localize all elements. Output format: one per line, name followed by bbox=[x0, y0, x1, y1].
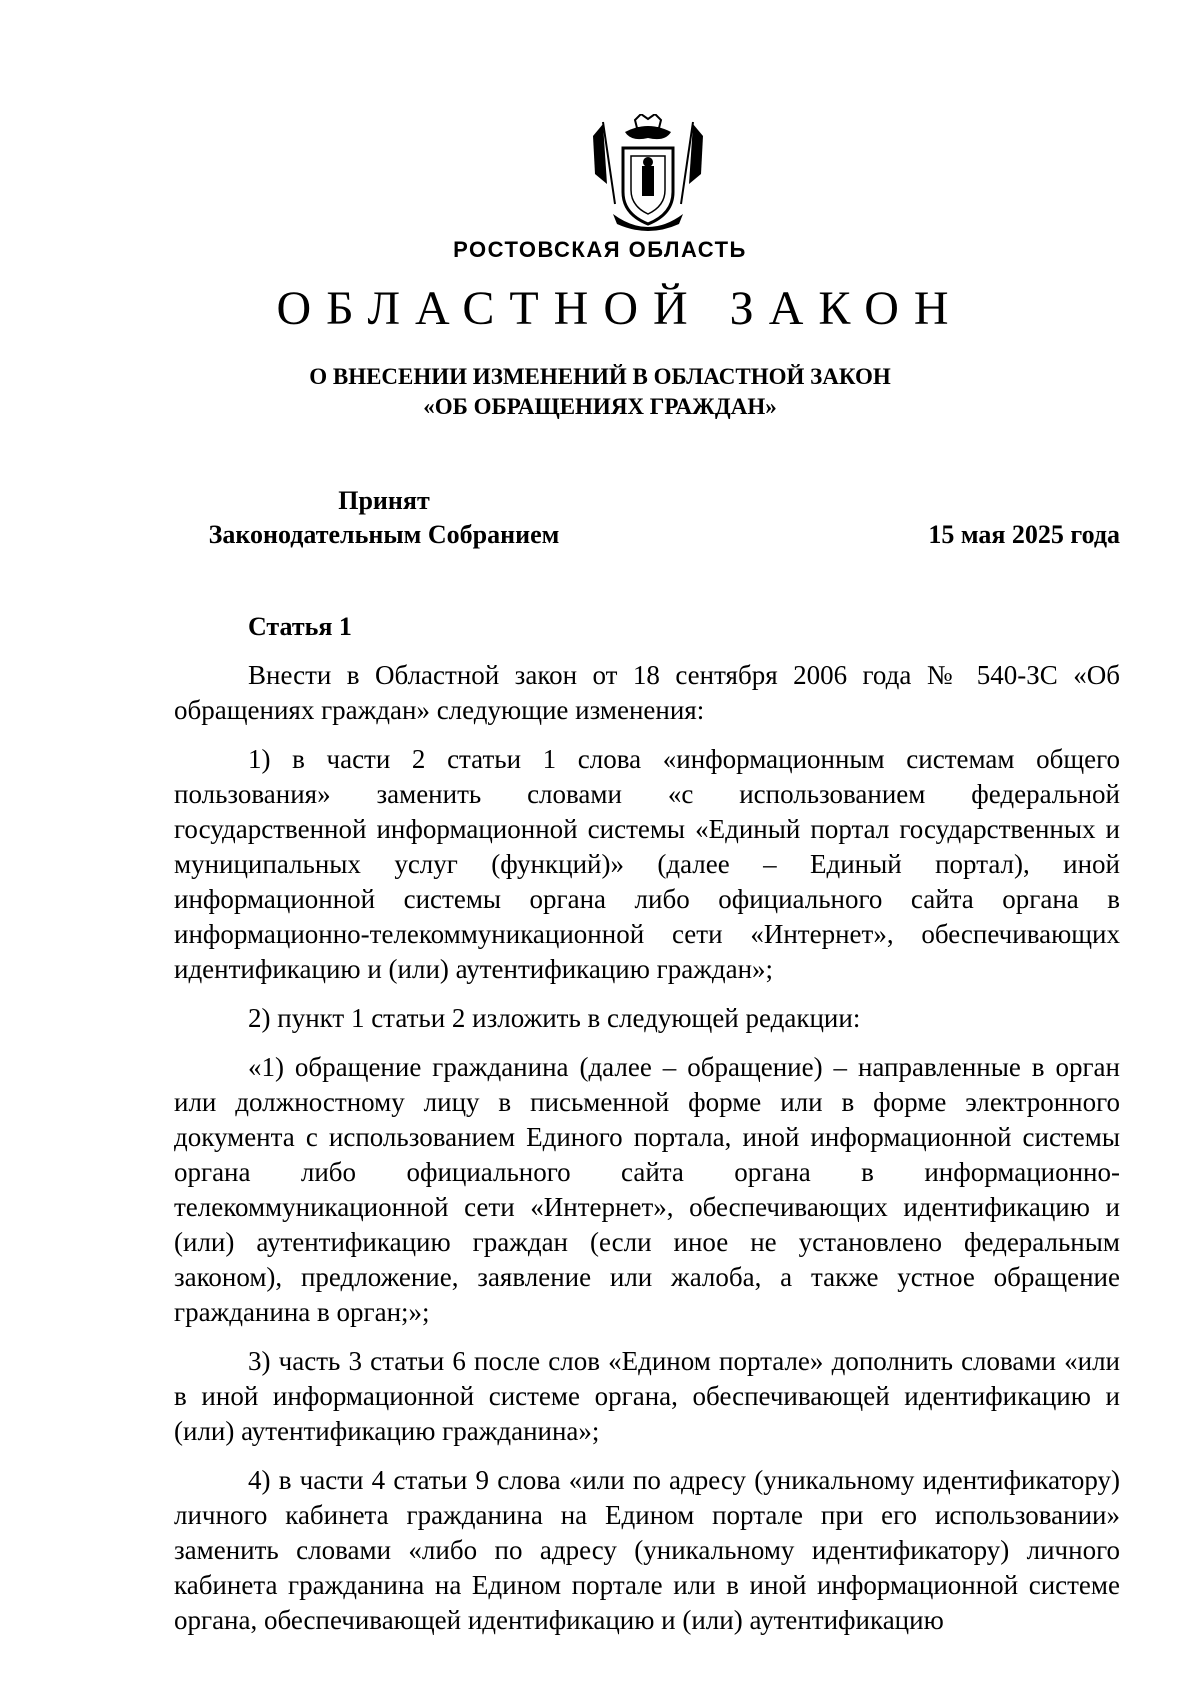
adoption-block bbox=[174, 484, 594, 552]
law-title-line-2: «ОБ ОБРАЩЕНИЯХ ГРАЖДАН» bbox=[423, 394, 777, 419]
article-paragraph: «1) обращение гражданина (далее – обращение) – направленные в орган или должностному лицу в письменной форме или в форме электронного документа с использованием Единого портала, иной информационной системы органа либо официального сайта органа в информационно-телекоммуникационной сети «Интернет», обеспечивающих идентификацию и (или) аутентификацию граждан (если иное не установлено федеральным законом), предложение, заявление или жалоба, а также устное обращение гражданина в орган;»; bbox=[174, 1052, 1120, 1327]
article-body bbox=[174, 658, 1120, 1652]
region-name: РОСТОВСКАЯ ОБЛАСТЬ bbox=[453, 237, 747, 262]
coat-of-arms-icon bbox=[585, 114, 711, 240]
document-type-heading: ОБЛАСТНОЙ ЗАКОН bbox=[276, 282, 964, 335]
article-paragraph: 1) в части 2 статьи 1 слова «информационным системам общего пользования» заменить словами «с использованием федеральной государственной информационной системы «Единый портал государственных и муниципальных услуг (функций)» (далее – Единый портал), иной информационной системы органа либо официального сайта органа в информационно-телекоммуникационной сети «Интернет», обеспечивающих идентификацию и (или) аутентификацию граждан»; bbox=[174, 744, 1120, 984]
article-paragraph: 4) в части 4 статьи 9 слова «или по адресу (уникальному идентификатору) личного кабинета гражданина на Едином портале при его использовании» заменить словами «либо по адресу (уникальному идентификатору) личного кабинета гражданина на Едином портале или в иной информационной системе органа, обеспечивающей идентификацию и (или) аутентификацию bbox=[174, 1465, 1120, 1635]
article-heading: Статья 1 bbox=[248, 612, 352, 641]
adoption-date: 15 мая 2025 года bbox=[928, 520, 1120, 549]
adoption-body: Законодательным Собранием bbox=[208, 520, 560, 549]
law-title-line-1: О ВНЕСЕНИИ ИЗМЕНЕНИЙ В ОБЛАСТНОЙ ЗАКОН bbox=[309, 364, 891, 389]
adoption-label: Принят bbox=[338, 486, 430, 515]
law-title bbox=[0, 362, 1200, 422]
article-paragraph: 3) часть 3 статьи 6 после слов «Едином портале» дополнить словами «или в иной информационной системе органа, обеспечивающей идентификацию и (или) аутентификацию гражданина»; bbox=[174, 1346, 1120, 1446]
article-paragraph: Внести в Областной закон от 18 сентября 2006 года № 540-ЗС «Об обращениях граждан» следующие изменения: bbox=[174, 660, 1120, 725]
article-paragraph: 2) пункт 1 статьи 2 изложить в следующей редакции: bbox=[248, 1003, 861, 1033]
